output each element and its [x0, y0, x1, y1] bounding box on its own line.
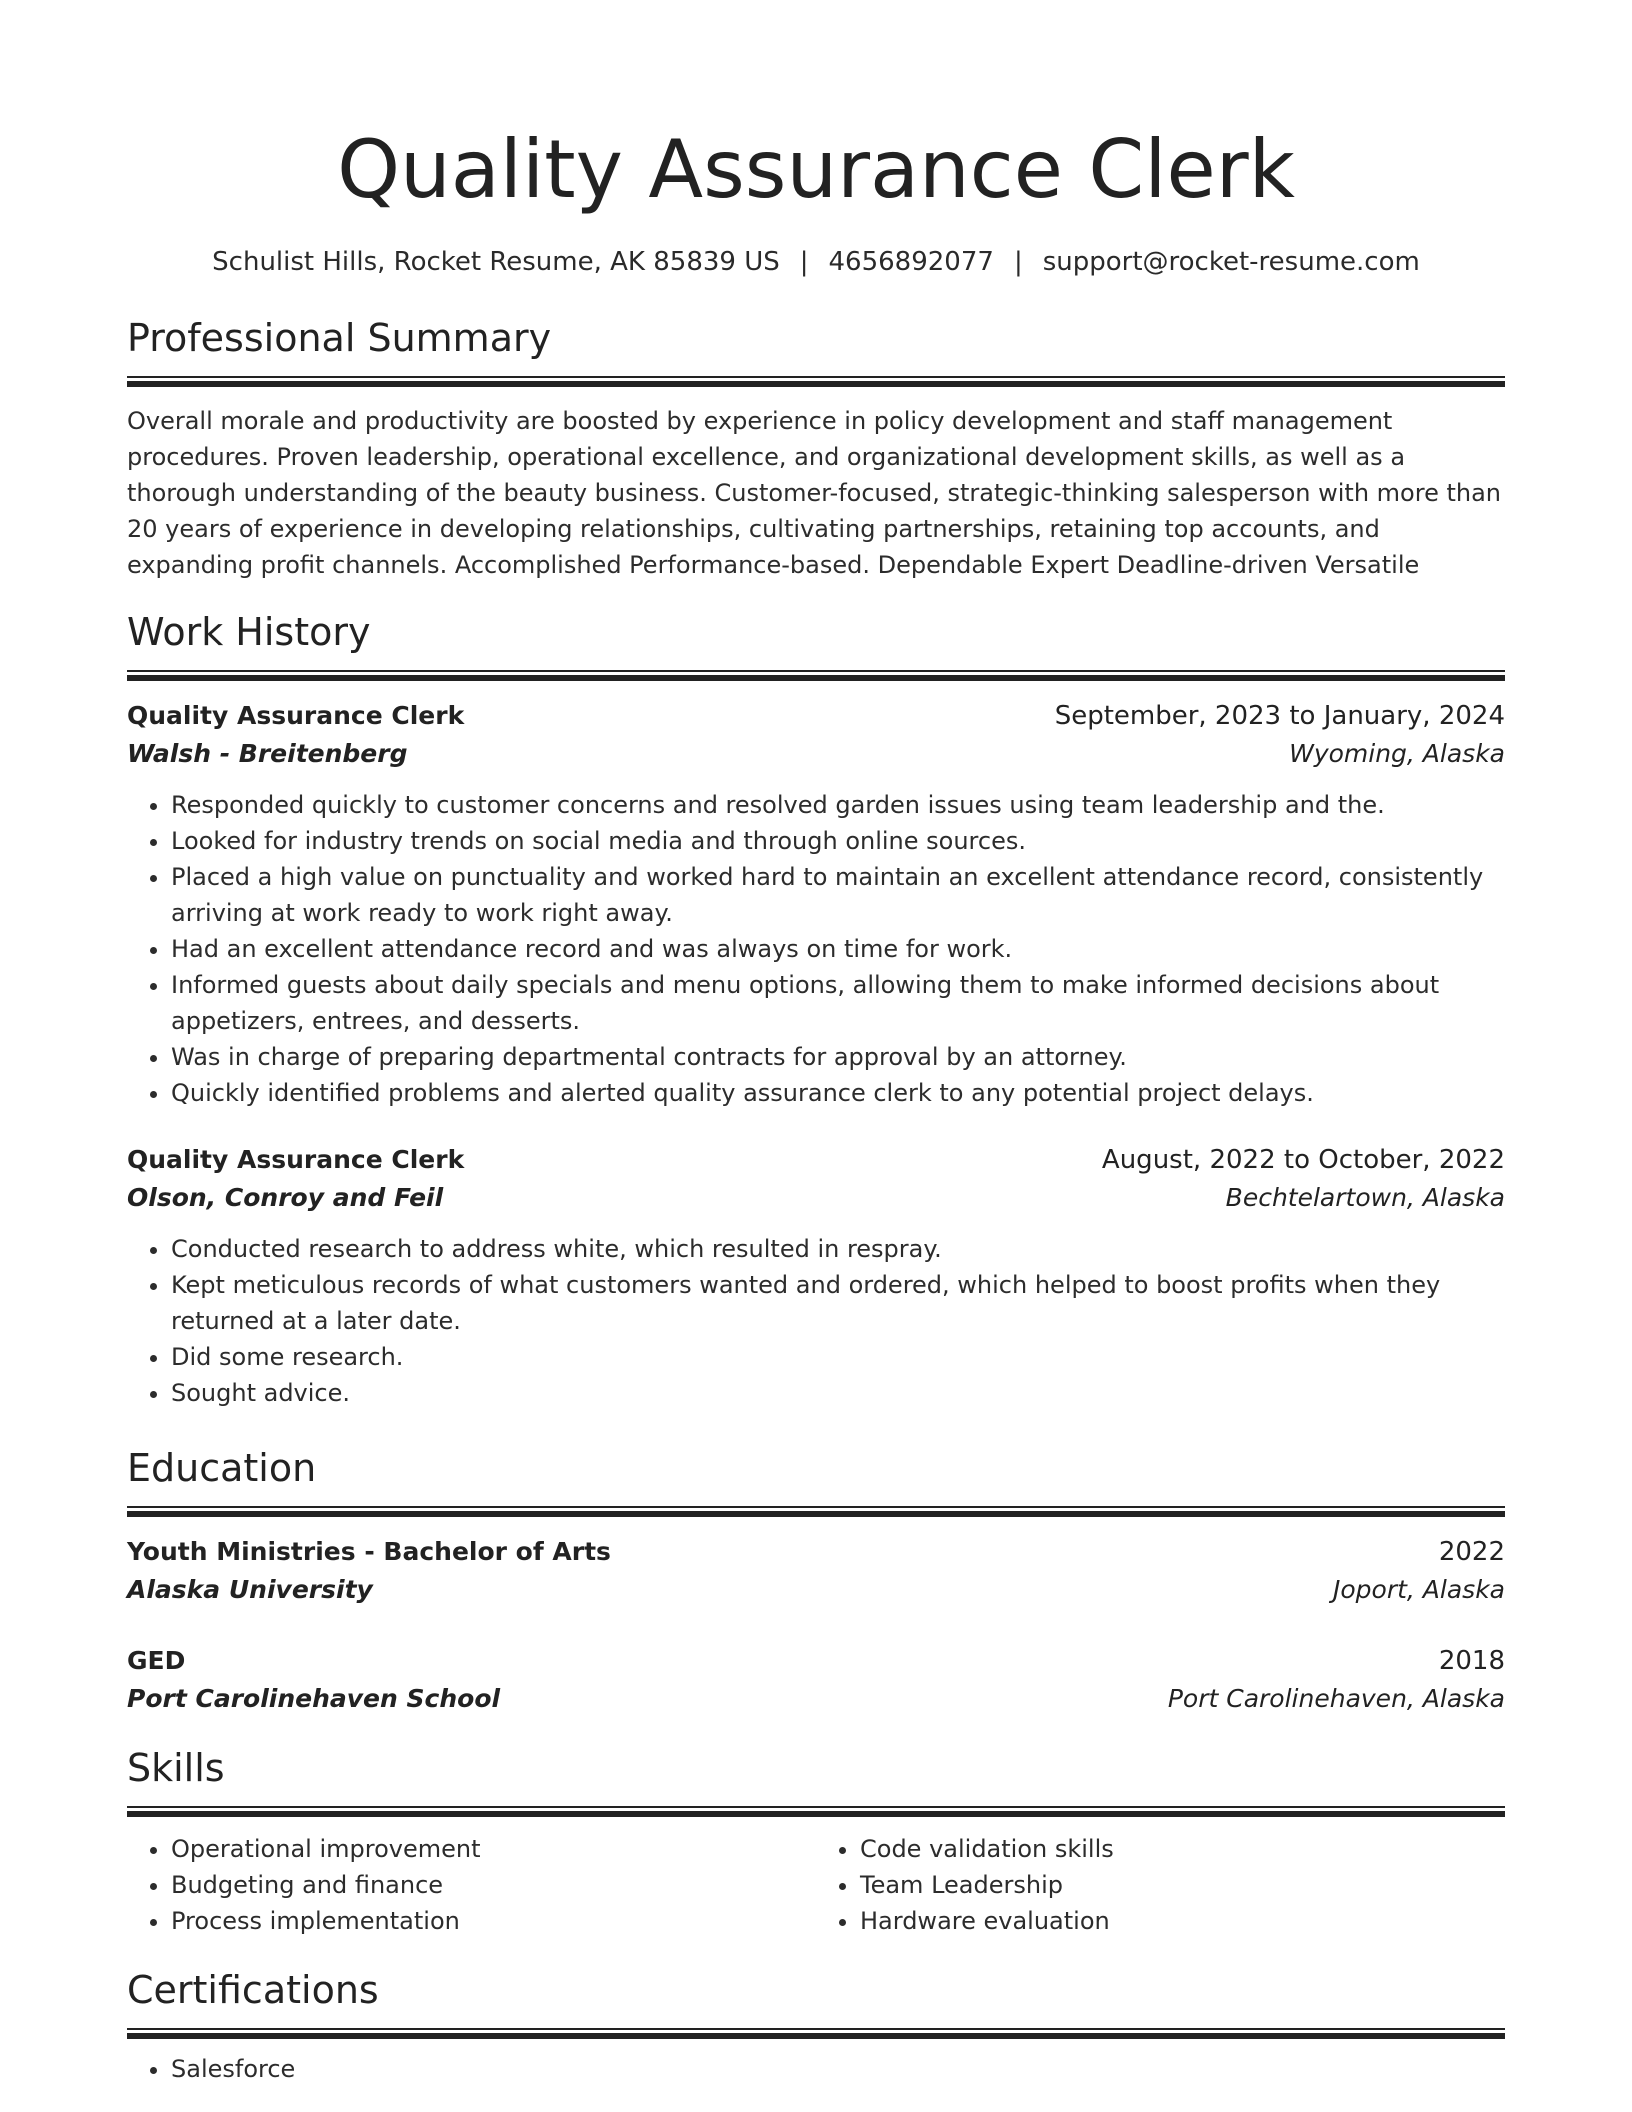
- job-title: Quality Assurance Clerk: [127, 701, 465, 730]
- job-bullet: • Did some research.: [171, 1339, 1505, 1375]
- skill-item: • Hardware evaluation: [860, 1903, 1505, 1939]
- contact-separator: |: [1013, 247, 1023, 277]
- job-bullet: • Sought advice.: [171, 1375, 1505, 1411]
- contact-separator: |: [799, 247, 809, 277]
- education-location: Port Carolinehaven, Alaska: [1167, 1684, 1505, 1713]
- work-history-section: [127, 608, 1505, 1411]
- job-location: Bechtelartown, Alaska: [1225, 1183, 1505, 1212]
- section-title-skills: Skills: [127, 1746, 225, 1790]
- education-degree: Youth Ministries - Bachelor of Arts: [127, 1537, 611, 1566]
- job-dates: August, 2022 to October, 2022: [1101, 1145, 1505, 1175]
- job-bullet: • Was in charge of preparing departmental contracts for approval by an attorney.: [171, 1039, 1505, 1075]
- skills-column-right: [816, 1831, 1505, 1939]
- job-bullet: • Informed guests about daily specials and menu options, allowing them to make informed decisions about appetizers, entrees, and desserts.: [171, 967, 1505, 1039]
- job-entry: [127, 1141, 1505, 1411]
- skills-section: [127, 1744, 1505, 1939]
- section-divider: [127, 1806, 1505, 1817]
- job-entry: [127, 697, 1505, 1111]
- contact-address: Schulist Hills, Rocket Resume, AK 85839 US: [212, 247, 780, 277]
- section-divider: [127, 1506, 1505, 1517]
- job-bullet: • Kept meticulous records of what customers wanted and ordered, which helped to boost profits when they returned at a later date.: [171, 1267, 1505, 1339]
- job-bullet: • Responded quickly to customer concerns and resolved garden issues using team leadership and the.: [171, 787, 1505, 823]
- contact-email: support@rocket-resume.com: [1042, 247, 1420, 277]
- skills-grid: [127, 1831, 1505, 1939]
- section-title-work: Work History: [127, 610, 371, 654]
- education-school: Port Carolinehaven School: [127, 1684, 501, 1713]
- summary-section: [127, 314, 1505, 583]
- education-location: Joport, Alaska: [1333, 1575, 1505, 1604]
- contact-line: [127, 244, 1505, 280]
- contact-phone: 4656892077: [828, 247, 994, 277]
- job-company: Olson, Conroy and Feil: [127, 1183, 444, 1212]
- skill-item: • Process implementation: [171, 1903, 816, 1939]
- job-bullet: • Placed a high value on punctuality and worked hard to maintain an excellent attendance record, consistently arriving at work ready to work right away.: [171, 859, 1505, 931]
- job-bullet: • Had an excellent attendance record and was always on time for work.: [171, 931, 1505, 967]
- section-divider: [127, 376, 1505, 387]
- skills-column-left: [127, 1831, 816, 1939]
- skill-item: • Team Leadership: [860, 1867, 1505, 1903]
- section-divider: [127, 2028, 1505, 2039]
- resume-name: Quality Assurance Clerk: [337, 123, 1295, 216]
- section-divider: [127, 670, 1505, 681]
- job-bullet: • Conducted research to address white, which resulted in respray.: [171, 1231, 1505, 1267]
- summary-text: Overall morale and productivity are boosted by experience in policy development and staff management procedures. Proven leadership, operational excellence, and organizational development skills, as well as a thorough understanding of the beauty business. Customer-focused, strategic-thinking salesperson with more than 20 years of experience in developing relationships, cultivating partnerships, retaining top accounts, and expanding profit channels. Accomplished Performance-based. Dependable Expert Deadline-driven Versatile: [127, 407, 1501, 579]
- job-bullets: [127, 787, 1505, 1111]
- section-title-summary: Professional Summary: [127, 316, 552, 360]
- skill-item: • Operational improvement: [171, 1831, 816, 1867]
- job-title: Quality Assurance Clerk: [127, 1145, 465, 1174]
- skill-item: • Budgeting and finance: [171, 1867, 816, 1903]
- certifications-section: [127, 1966, 1505, 2087]
- education-degree: GED: [127, 1646, 186, 1675]
- section-title-education: Education: [127, 1446, 317, 1490]
- section-title-certifications: Certifications: [127, 1968, 379, 2012]
- education-year: 2022: [1438, 1537, 1505, 1567]
- certifications-list: [127, 2051, 1505, 2087]
- job-bullet: • Quickly identified problems and alerted quality assurance clerk to any potential project delays.: [171, 1075, 1505, 1111]
- education-entry: [127, 1642, 1505, 1718]
- job-bullet: • Looked for industry trends on social media and through online sources.: [171, 823, 1505, 859]
- skill-item: • Code validation skills: [860, 1831, 1505, 1867]
- job-company: Walsh - Breitenberg: [127, 739, 408, 768]
- certification-item: • Salesforce: [171, 2051, 1505, 2087]
- education-entry: [127, 1533, 1505, 1609]
- education-school: Alaska University: [127, 1575, 373, 1604]
- job-location: Wyoming, Alaska: [1289, 739, 1505, 768]
- job-dates: September, 2023 to January, 2024: [1054, 701, 1505, 731]
- education-year: 2018: [1438, 1646, 1505, 1676]
- job-bullets: [127, 1231, 1505, 1411]
- education-section: [127, 1444, 1505, 1718]
